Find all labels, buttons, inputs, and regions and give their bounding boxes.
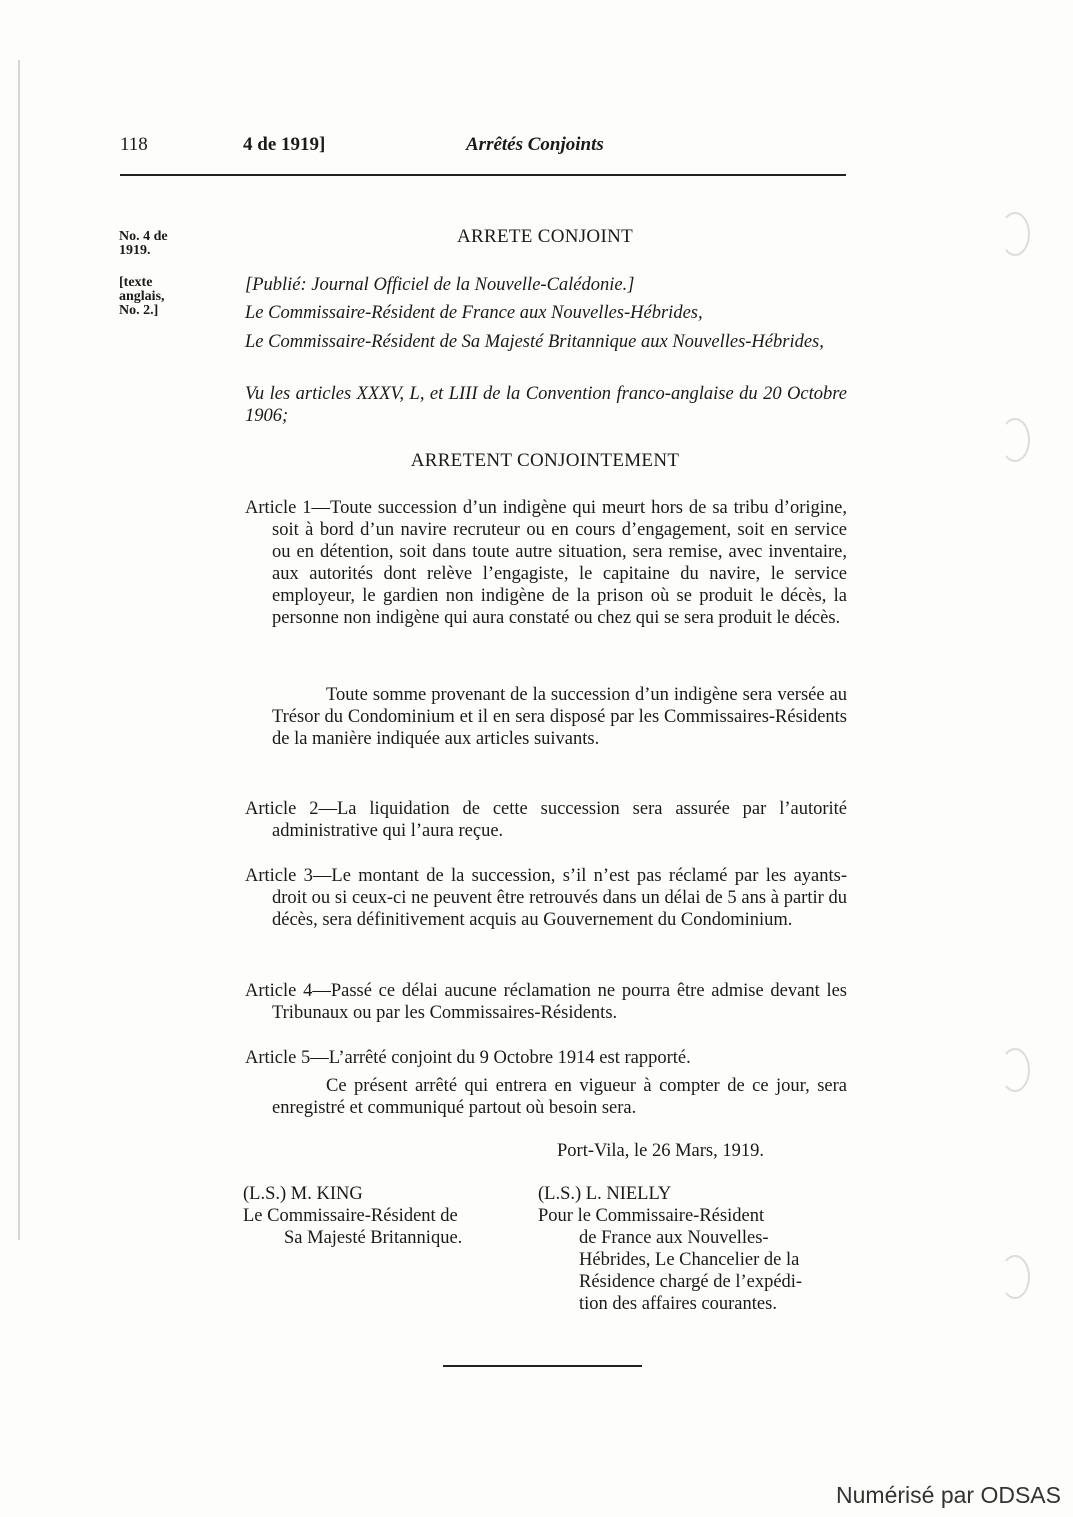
- punch-hole: [1000, 1255, 1030, 1299]
- article-1-continuation: Toute somme provenant de la succession d’un indigène sera versée au Trésor du Condominium et il en sera disposé par les Commissaires-Résidents de la manière indiquée aux articles suivants.: [272, 685, 847, 749]
- signature-left: [243, 1183, 523, 1249]
- signatory-title: de France aux Nouvelles-: [579, 1228, 769, 1248]
- document-title: ARRETE CONJOINT: [456, 226, 634, 247]
- signatory-title: Sa Majesté Britannique.: [284, 1228, 463, 1248]
- preamble-british-commissioner: Le Commissaire-Résident de Sa Majesté Britannique aux Nouvelles-Hébrides,: [245, 332, 824, 352]
- running-title: Arrêtés Conjoints: [466, 134, 604, 155]
- closing-rule: [443, 1365, 642, 1367]
- signatory-title: Résidence chargé de l’expédi-: [579, 1272, 803, 1292]
- article-3: Article 3—Le montant de la succession, s’il n’est pas réclamé par les ayants-droit ou si ceux-ci ne peuvent être retrouvés dans un délai de 5 ans à partir du décès, sera définitivement acquis au Gouvernement du Condominium.: [245, 866, 847, 930]
- page-edge-shadow: [18, 60, 20, 1240]
- punch-hole: [1000, 1048, 1030, 1092]
- digitization-watermark: Numérisé par ODSAS: [836, 1482, 1061, 1508]
- article-4: Article 4—Passé ce délai aucune réclamation ne pourra être admise devant les Tribunaux ou par les Commissaires-Résidents.: [245, 981, 847, 1023]
- signatory-title: Hébrides, Le Chancelier de la: [579, 1250, 800, 1270]
- header-rule: [120, 174, 846, 176]
- place-date: Port-Vila, le 26 Mars, 1919.: [557, 1141, 764, 1161]
- signature-right: [538, 1183, 858, 1315]
- preamble-french-commissioner: Le Commissaire-Résident de France aux Nouvelles-Hébrides,: [245, 303, 703, 323]
- signatory-title: Pour le Commissaire-Résident: [538, 1206, 765, 1226]
- header-reference: 4 de 1919]: [243, 134, 326, 155]
- signatory-title: tion des affaires courantes.: [579, 1294, 777, 1314]
- page-number: 118: [120, 134, 148, 155]
- signatory-name: (L.S.) M. KING: [243, 1184, 363, 1204]
- section-title: ARRETENT CONJOINTEMENT: [410, 450, 680, 471]
- article-5-continuation: Ce présent arrêté qui entrera en vigueur à compter de ce jour, sera enregistré et communiqué partout où besoin sera.: [272, 1076, 847, 1118]
- signatory-name: (L.S.) L. NIELLY: [538, 1184, 672, 1204]
- preamble-publication: [Publié: Journal Officiel de la Nouvelle-Calédonie.]: [245, 275, 635, 295]
- signatory-title: Le Commissaire-Résident de: [243, 1206, 458, 1226]
- article-1: Article 1—Toute succession d’un indigène qui meurt hors de sa tribu d’origine, soit à bord d’un navire recruteur ou en cours d’engagement, soit en service ou en détention, soit dans toute autre situation, sera remise, avec inventaire, aux autorités dont relève l’engagiste, le capitaine du navire, le service employeur, le gardien non indigène de la prison où se produit le décès, la personne non indigène qui aura constaté ou chez qui se sera produit le décès.: [245, 498, 847, 628]
- margin-note-cross-ref: [texte anglais, No. 2.]: [119, 275, 165, 318]
- punch-hole: [1000, 418, 1030, 462]
- preamble-convention: Vu les articles XXXV, L, et LIII de la Convention franco-anglaise du 20 Octobre 1906;: [245, 384, 847, 426]
- article-2: Article 2—La liquidation de cette succession sera assurée par l’autorité administrative qui l’aura reçue.: [245, 799, 847, 841]
- margin-note-number: No. 4 de 1919.: [119, 229, 168, 258]
- punch-hole: [1000, 212, 1030, 256]
- article-5: Article 5—L’arrêté conjoint du 9 Octobre 1914 est rapporté.: [245, 1048, 691, 1068]
